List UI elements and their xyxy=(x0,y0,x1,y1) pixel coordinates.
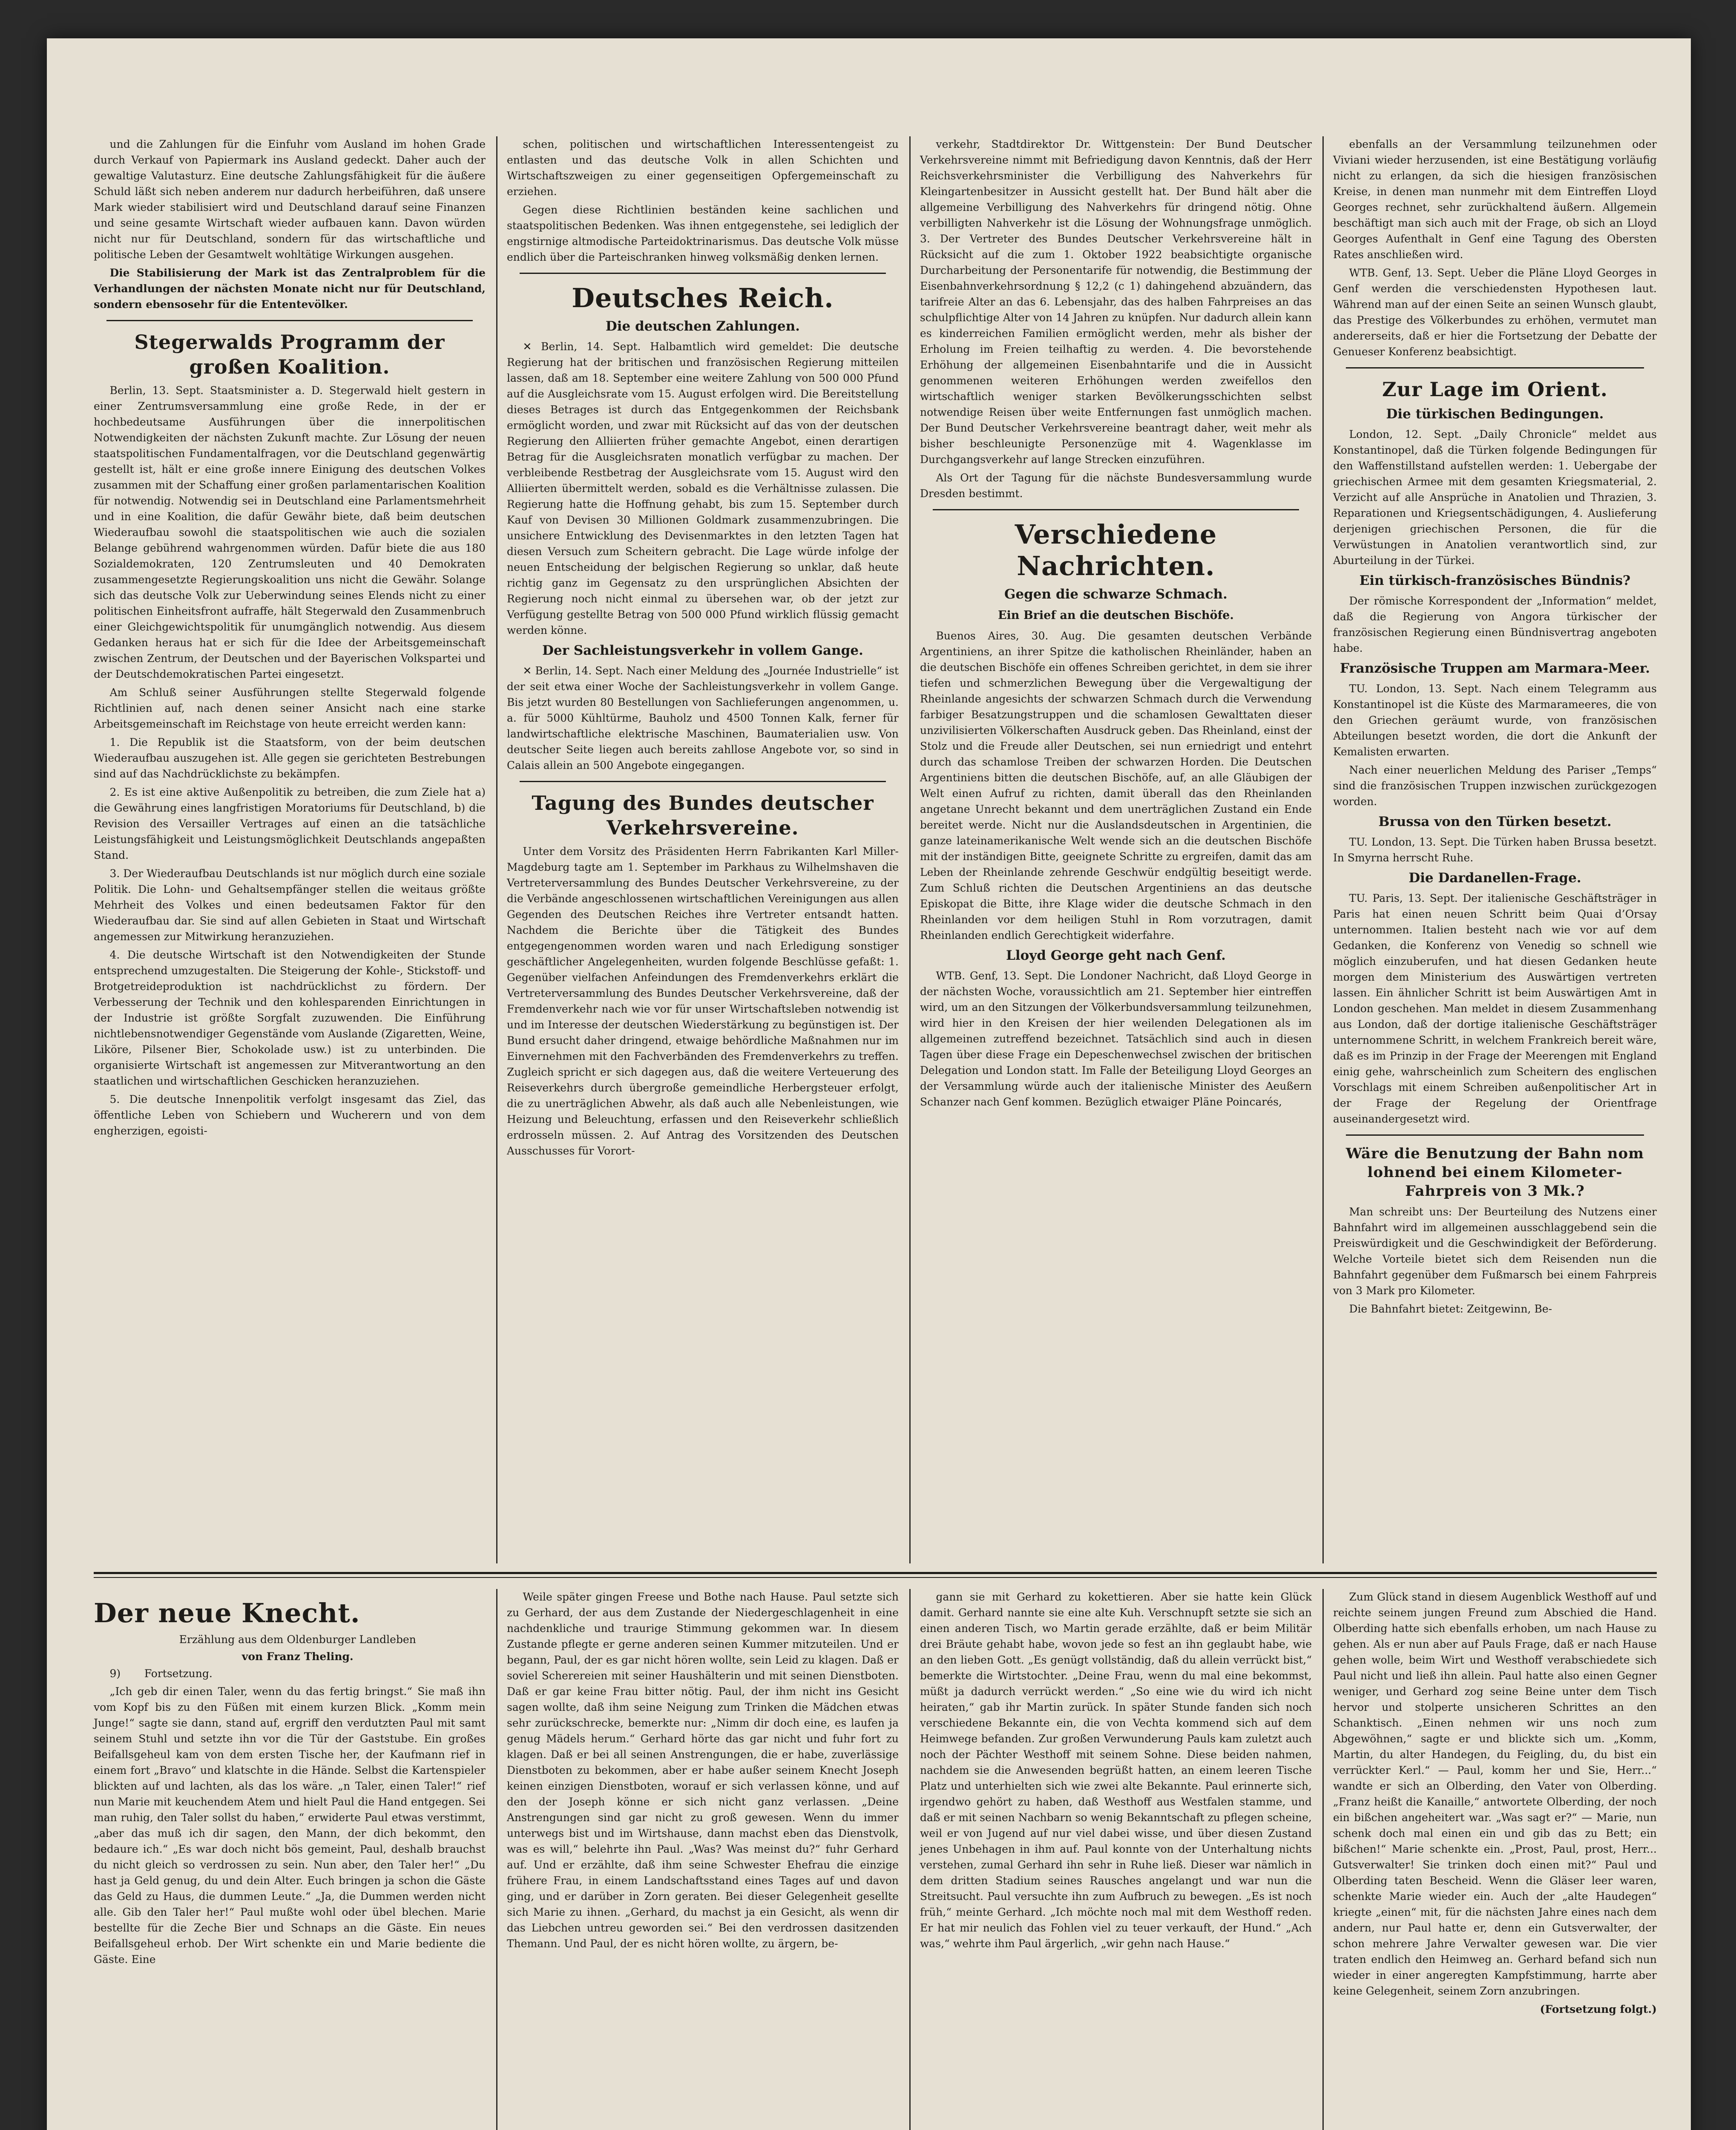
col2-p2: ✕ Berlin, 14. Sept. Nach einer Meldung des „Journée Industrielle“ ist der seit etwa einer Woche der Sachleistungsverkehr in vollem Gange. Bis jetzt wurden 80 Bestellungen von Sachlieferungen angenommen, u. a. für 5000 Kühltürme, Bauholz und 4500 Tonnen Kalk, ferner für landwirtschaftliche elektrische Maschinen, Baumaterialien usw. Von deutscher Seite liegen auch bereits zahllose Angebote vor, so sind in Calais allein an 500 Angebote eingegangen. xyxy=(507,665,899,771)
col2-p1: ✕ Berlin, 14. Sept. Halbamtlich wird gemeldet: Die deutsche Regierung hat der britischen und französischen Regierung mitteilen lassen, daß am 18. September eine weitere Zahlung von 500 000 Pfund auf die Ausgleichsrate vom 15. August erfolgen wird. Die Bereitstellung dieses Betrages ist durch das Entgegenkommen der Reichsbank ermöglicht worden, und zwar mit Rücksicht auf das von der deutschen Regierung den Alliierten früher gemachte Angebot, einen derartigen Betrag für die Ausgleichsraten monatlich verfügbar zu machen. Der verbleibende Restbetrag der Ausgleichsrate vom 15. August wird den Alliierten übermittelt werden, sobald es die Verhältnisse zulassen. Die Regierung hatte die Hoffnung gehabt, bis zum 15. September durch Kauf von Devisen 30 Millionen Goldmark zusammenzubringen. Die unsichere Entwicklung des Devisenmarktes in den letzten Tagen hat diesen Versuch zum Scheitern gebracht. Die Lage würde infolge der neuen Entscheidung der belgischen Regierung so unklar, daß heute richtig ganz im Gegensatz zu den ursprünglichen Absichten der Regierung noch nicht einmal zu übersehen war, ob der jetzt zur Verfügung gestellte Betrag von 500 000 Pfund wirklich flüssig gemacht werden könne. xyxy=(507,340,899,636)
serial-part: 9) xyxy=(109,1667,121,1680)
column-rule xyxy=(496,136,497,1563)
col1-p1: Berlin, 13. Sept. Staatsminister a. D. Stegerwald hielt gestern in einer Zentrumsversammlung eine große Rede, in der er hochbedeutsame Ausführungen über die innerpolitischen Notwendigkeiten der nächsten Zukunft machte. Zur Lösung der neuen staatspolitischen Fundamentalfragen, vor die Deutschland gegenwärtig gestellt ist, hält er eine große innere Einigung des deutschen Volkes zusammen mit der Schaffung einer großen parlamentarischen Koalition für notwendig. Notwendig sei in Deutschland eine Parlamentsmehrheit und in eine Koalition, die dafür Gewähr biete, daß beim deutschen Wiederaufbau sowohl die staatspolitischen wie auch die sozialen Belange gebührend wahrgenommen würden. Dafür biete die aus 180 Sozialdemokraten, 120 Zentrumsleuten und 40 Demokraten zusammengesetzte Regierungskoalition uns nicht die Gewähr. Solange sich das deutsche Volk zur Ueberwindung seines Elends nicht zu einer politischen Einheitsfront aufraffe, hält Stegerwald den Zusammenbruch einer Gleichgewichtspolitik für unumgänglich notwendig. Aus diesem Gedanken heraus hat er sich für die Idee der Arbeitsgemeinschaft zwischen Zentrum, der Deutschen und der Bayerischen Volkspartei und der Deutschdemokratischen Partei eingesetzt. xyxy=(94,384,486,680)
subhead-brussa: Brussa von den Türken besetzt. xyxy=(1378,814,1612,829)
col4-p2: Der römische Korrespondent der „Information“ meldet, daß die Regierung von Angora türkischer der französischen Regierung einen Bündnisvertrag angeboten habe. xyxy=(1333,595,1657,654)
subhead-marmara: Französische Truppen am Marmara-Meer. xyxy=(1339,661,1650,676)
column-rule xyxy=(496,1589,497,2130)
column-2 xyxy=(507,136,899,1161)
column-rule xyxy=(909,136,911,1563)
subhead-buendnis: Ein türkisch-französisches Bündnis? xyxy=(1359,573,1631,588)
serial-column-1 xyxy=(94,1589,486,1970)
headline-nachrichten: Verschiedene Nachrichten. xyxy=(1015,519,1217,581)
column-1 xyxy=(94,136,486,1141)
headline-stegerwald: Stegerwalds Programm der großen Koalition. xyxy=(134,331,445,378)
subhead-schmach: Gegen die schwarze Schmach. xyxy=(1004,587,1227,602)
col1-p4: 2. Es ist eine aktive Außenpolitik zu betreiben, die zum Ziele hat a) die Gewährung eines langfristigen Moratoriums für Deutschland, b) die Revision des Versailler Vertrages auf einen an die tatsächliche Leistungsfähigkeit und Leistungsmöglichkeit Deutschlands angepaßten Stand. xyxy=(94,786,486,861)
headline-deutsches-reich: Deutsches Reich. xyxy=(572,282,834,314)
column-rule xyxy=(909,1589,911,2130)
serial-col2: Weile später gingen Freese und Bothe nach Hause. Paul setzte sich zu Gerhard, der aus dem Zustande der Niedergeschlagenheit in eine nachdenkliche und traurige Stimmung gekommen war. In diesem Zustande pflegte er gerne anderen seinen Kummer mitzuteilen. Und er begann, Paul, der es gar nicht hören wollte, sein Leid zu klagen. Daß er soviel Scherereien mit seiner Haushälterin und mit seinen Dienstboten. Daß er gar keine Frau bitter nötig. Paul, der ihm nicht ins Gesicht sagen wollte, daß ihm seine Neigung zum Trinken die Mädchen etwas sehr zurückschrecke, bemerkte nur: „Nimm dir doch eine, es laufen ja genug Mädels herum.“ Gerhard hörte das gar nicht und fuhr fort zu klagen. Daß er bei all seinen Anstrengungen, die er habe, zuverlässige Dienstboten zu bekommen, aber er habe außer seinem Knecht Joseph keinen einzigen Dienstboten, worauf er sich verlassen könne, und auf den der Joseph könne er sich nicht ganz verlassen. „Deine Anstrengungen sind gar nicht zu groß gewesen. Wenn du immer unterwegs bist und im Wirtshause, dann machst eben das Dienstvolk, was es will,“ belehrte ihn Paul. „Was? Was meinst du?“ fuhr Gerhard auf. Und er erzählte, daß ihm seine Schwester Ehefrau die einzige frühere Frau, in einem Landschaftsstand eines Tages auf und davon ging, und er darüber in Zorn geraten. Bei dieser Gelegenheit gesellte sich Marie zu ihnen. „Gerhard, du machst ja ein Gesicht, als wenn dir das Liebchen untreu geworden sei.“ Bei den verdrossen dasitzenden Themann. Und Paul, der es nicht hören wollte, zu ärgern, be- xyxy=(507,1591,899,1950)
newspaper-page xyxy=(47,38,1691,2130)
subhead-lloyd-george: Lloyd George geht nach Genf. xyxy=(1006,948,1226,963)
serial-subtitle: Erzählung aus dem Oldenburger Landleben xyxy=(179,1633,416,1646)
serial-column-2 xyxy=(507,1589,899,1954)
serial-fortsetzung: (Fortsetzung folgt.) xyxy=(1540,2003,1657,2015)
col1-p7: 5. Die deutsche Innenpolitik verfolgt insgesamt das Ziel, das öffentliche Leben von Schiebern und Wucherern und von dem engherzigen, egoisti- xyxy=(94,1093,486,1137)
col1-p3: 1. Die Republik ist die Staatsform, von der beim deutschen Wiederaufbau auszugehen ist. Alle gegen sie gerichteten Bestrebungen sind auf das Nachdrücklichste zu bekämpfen. xyxy=(94,736,486,780)
subhead-zahlungen: Die deutschen Zahlungen. xyxy=(605,319,800,334)
col3-intro: verkehr, Stadtdirektor Dr. Wittgenstein: Der Bund Deutscher Verkehrsvereine nimmt mit Befriedigung davon Kenntnis, daß der Herr Reichsverkehrsminister die Verbilligung des Nahverkehrs für Kleingartenbesitzer in Aussicht gestellt hat. Der Bund hält aber die allgemeine Verbilligung des Nahverkehrs für dringend nötig. Ohne verbilligten Nahverkehr ist die Lösung der Wohnungsfrage unmöglich. 3. Der Vertreter des Bundes Deutscher Verkehrsvereine hält in Rücksicht auf die zum 1. Oktober 1922 beabsichtigte organische Durcharbeitung der Personentarife für notwendig, die Bestimmung der Eisenbahnverkehrsordnung § 12,2 (c 1) dahingehend abzuändern, das tarifreie Alter an das 6. Lebensjahr, das des halben Fahrpreises an das schulpflichtige Alter von 14 Jahren zu knüpfen. Nur dadurch allein kann es kinderreichen Familien ermöglicht werden, mehr als bisher der Erholung im Freien teilhaftig zu werden. 4. Die bevorstehende Erhöhung der allgemeinen Eisenbahntarife und die in Aussicht genommenen weiteren Erhöhungen werden zweifellos den wirtschaftlich weniger starken Bevölkerungsschichten selbst notwendige Reisen über weite Entfernungen fast unmöglich machen. Der Bund Deutscher Verkehrsvereine beantragt daher, weit mehr als bisher beschleunigte Personenzüge mit 4. Wagenklasse im Durchgangsverkehr auf lange Strecken einzuführen. xyxy=(920,138,1312,466)
subhead-dardanellen: Die Dardanellen-Frage. xyxy=(1408,870,1581,886)
section-rule xyxy=(94,1572,1657,1574)
col3-p1: Buenos Aires, 30. Aug. Die gesamten deutschen Verbände Argentiniens, an ihrer Spitze die katholischen Rheinländer, haben an die deutschen Bischöfe ein offenes Schreiben gerichtet, in dem sie ihrer tiefen und schmerzlichen Bewegung über die Vergewaltigung der Rheinlande angesichts der schwarzen Schmach durch die Verwendung farbiger Besatzungstruppen und die schamlosen Gewalttaten dieser unzivilisierten Völkerschaften Ausdruck geben. Das Rheinland, einst der Stolz und die Freude aller Deutschen, sei nun erniedrigt und entehrt durch das schamlose Treiben der schwarzen Horden. Die Deutschen Argentiniens bitten die deutschen Bischöfe, auf, an alle Gläubigen der Welt einen Aufruf zu richten, damit überall das den Rheinlanden angetane Unrecht bekannt und dem unerträglichen Zustand ein Ende bereitet werde. Nicht nur die Auslandsdeutschen in Argentinien, die ganze lateinamerikanische Welt wende sich an die deutschen Bischöfe mit der inständigen Bitte, geeignete Schritte zu ergreifen, damit das am Leben der Rheinlande zehrende Geschwür endgültig beseitigt werde. Zum Schluß richten die Deutschen Argentiniens an das deutsche Episkopat die Bitte, ihre Klage wider die deutsche Schmach in den Rheinlanden vor dem heiligen Stuhl in Rom vorzutragen, damit Rheinlanden endlich Gerechtigkeit widerfahre. xyxy=(920,630,1312,941)
divider xyxy=(1346,367,1644,368)
serial-col1: „Ich geb dir einen Taler, wenn du das fertig bringst.“ Sie maß ihn vom Kopf bis zu den Füßen mit einem kurzen Blick. „Komm mein Junge!“ sagte sie dann, stand auf, ergriff den verdutzten Paul mit samt seinem Stuhl und setzte ihn vor die Tür der Gaststube. Ein großes Beifallsgeheul kam von dem ersten Tische her, der Kaufmann rief in einem fort „Bravo“ und klatschte in die Hände. Selbst die Kartenspieler blickten auf und lachten, als das los wäre. „n Taler, einen Taler!“ rief nun Marie mit keuchendem Atem und hielt Paul die Hand entgegen. Sei man ruhig, den Taler sollst du haben,“ erwiderte Paul etwas verstimmt, „aber das muß ich dir sagen, den Mann, der dich bekommt, den bedaure ich.“ „Es war doch nicht bös gemeint, Paul, deshalb brauchst du nicht gleich so verdrossen zu sein. Nun aber, den Taler her!“ „Du hast ja Geld genug, du und dein Alter. Euch bringen ja schon die Gäste das Geld zu Haus, die dummen Leute.“ „Ja, die Dummen werden nicht alle. Gib den Taler her!“ Paul mußte wohl oder übel blechen. Marie bestellte für die Zeche Bier und Schnaps an die Gäste. Ein neues Beifallsgeheul erhob. Der Wirt schenkte ein und Marie bediente die Gäste. Eine xyxy=(94,1685,486,1966)
col4-p1: London, 12. Sept. „Daily Chronicle“ meldet aus Konstantinopel, daß die Türken folgende Bedingungen für den Waffenstillstand aufstellen werden: 1. Uebergabe der griechischen Armee mit dem gesamten Kriegsmaterial, 2. Verzicht auf alle Ansprüche in Anatolien und Thrazien, 3. Reparationen und Kriegsentschädigungen, 4. Auslieferung derjenigen griechischen Personen, die für die Verwüstungen in Anatolien verantwortlich sind, zur Aburteilung in der Türkei. xyxy=(1333,428,1657,567)
col1-intro: und die Zahlungen für die Einfuhr vom Ausland im hohen Grade durch Verkauf von Papiermark ins Ausland gedeckt. Daher auch der gewaltige Valutasturz. Eine deutsche Zahlungsfähigkeit für die äußere Schuld läßt sich neben anderem nur dadurch herbeiführen, daß unsere Mark wieder stabilisiert wird und Deutschland darauf seine Finanzen und seine gesamte Wirtschaft wieder aufbauen kann. Davon würden nicht nur für Deutschland, sondern für das wirtschaftliche und politische Leben der Gesamtwelt wohltätige Wirkungen ausgehen. xyxy=(94,138,486,261)
col3-p2: WTB. Genf, 13. Sept. Die Londoner Nachricht, daß Lloyd George in der nächsten Woche, voraussichtlich am 21. September hier eintreffen wird, um an den Sitzungen der Völkerbundsversammlung teilzunehmen, wird hier in den Kreisen der hier weilenden Delegationen als im allgemeinen zutreffend bezeichnet. Tatsächlich sind auch in diesen Tagen über diese Frage ein Depeschenwechsel zwischen der britischen Delegation und London statt. Im Falle der Beteiligung Lloyd Georges an der Versammlung würde auch der italienische Minister des Aeußern Schanzer nach Genf kommen. Bezüglich etwaiger Pläne Poincarés, xyxy=(920,970,1312,1108)
col2-intro: schen, politischen und wirtschaftlichen Interessentengeist zu entlasten und das deutsche Volk in allen Schichten und Wirtschaftszweigen zu einer gegenseitigen Opfergemeinschaft zu erziehen. xyxy=(507,138,899,198)
col4-p6: Man schreibt uns: Der Beurteilung des Nutzens einer Bahnfahrt wird im allgemeinen ausschlaggebend sein die Preiswürdigkeit und die Geschwindigkeit der Beförderung. Welche Vorteile bietet sich dem Reisenden nun die Bahnfahrt gegenüber dem Fußmarsch bei einem Fahrpreis von 3 Mark pro Kilometer. xyxy=(1333,1206,1657,1297)
serial-col4: Zum Glück stand in diesem Augenblick Westhoff auf und reichte seinem jungen Freund zum Abschied die Hand. Olberding hatte sich ebenfalls erhoben, um nach Hause zu gehen. Als er nun aber auf Pauls Frage, daß er nach Hause gehen wolle, beim Wirt und Westhoff verabschiedete sich Paul nicht und ließ ihn allein. Paul hatte also einen Gegner weniger, und Gerhard zog seine Beine unter dem Tisch hervor und stolperte unsicheren Schrittes an den Schanktisch. „Einen nehmen wir uns noch zum Abgewöhnen,“ sagte er und blickte sich um. „Komm, Martin, du alter Handegen, du Feigling, du, du bist ein verrückter Kerl.“ — Paul, komm her und Sie, Herr...“ wandte er sich an Olberding, den Vater von Olberding. „Franz heißt die Kanaille,“ antwortete Olberding, der noch ein bißchen angeheitert war. „Was sagt er?“ — Marie, nun schenk doch mal einen ein und gib das zu Bett; ein bißchen!“ Marie schenkte ein. „Prost, Paul, prost, Herr... Gutsverwalter! Sie trinken doch einen mit?“ Paul und Olberding taten Bescheid. Wenn die Gläser leer waren, schenkte Marie wieder ein. Auch der „alte Haudegen“ kriegte „einen“ mit, für die nächsten Jahre eines nach dem andern, nur Paul hatte er, denn ein Gutsverwalter, der schon mehrere Jahre Verwalter gewesen war. Die vier traten endlich den Heimweg an. Gerhard befand sich nun wieder in einer angeregten Kampfstimmung, harrte aber keine Gelegenheit, seinem Zorn anzubringen. xyxy=(1333,1591,1657,1997)
subhead-brief: Ein Brief an die deutschen Bischöfe. xyxy=(998,609,1234,622)
serial-continuation: Fortsetzung. xyxy=(144,1667,213,1680)
serial-author: von Franz Theling. xyxy=(241,1650,354,1663)
column-rule xyxy=(1322,1589,1324,2130)
divider xyxy=(520,781,886,782)
serial-column-4 xyxy=(1333,1589,1657,2017)
serial-col3: gann sie mit Gerhard zu kokettieren. Aber sie hatte kein Glück damit. Gerhard nannte sie eine alte Kuh. Verschnupft setzte sie sich an einen anderen Tisch, wo Martin gerade erzählte, daß er beim Militär drei Bräute gehabt habe, wovon jede so fest an ihn geglaubt habe, wie an den lieben Gott. „Es genügt vollständig, daß du allein verrückt bist,“ bemerkte die Wirtstochter. „Deine Frau, wenn du mal eine bekommst, müßt ja dadurch verrückt werden.“ „So eine wie du wird ich nicht heiraten,“ gab ihr Martin zurück. In später Stunde fanden sich noch verschiedene Bekannte ein, die von Vechta kommend sich auf dem Heimwege befanden. Zur großen Verwunderung Pauls kam zuletzt auch noch der Pächter Westhoff mit seinem Sohne. Diese beiden nahmen, nachdem sie die Anwesenden begrüßt hatten, an einem leeren Tische Platz und unterhielten sich wie zwei alte Bekannte. Paul erinnerte sich, irgendwo gehört zu haben, daß Westhoff aus Westfalen stamme, und daß er mit seinen Nachbarn so wenig Bekanntschaft zu pflegen scheine, weil er von Jugend auf nur viel dabei wisse, und über diesen Zustand jenes Unbehagen in ihm auf. Paul konnte von der Unterhaltung nichts verstehen, zumal Gerhard ihn sehr in Ruhe ließ. Dieser war nämlich in dem dritten Stadium seines Rausches angelangt und war nun die Streitsucht. Paul versuchte ihn zum Aufbruch zu bewegen. „Es ist noch früh,“ meinte Gerhard. „Ich möchte noch mal mit dem Westhoff reden. Er hat mir neulich das Fohlen viel zu teuer verkauft, der Hund.“ „Ach was,“ wehrte ihm Paul ärgerlich, „wir gehn nach Hause.“ xyxy=(920,1591,1312,1950)
column-4 xyxy=(1333,136,1657,1319)
col1-p2: Am Schluß seiner Ausführungen stellte Stegerwald folgende Richtlinien auf, nach denen seiner Ansicht nach eine starke Arbeitsgemeinschaft im Reichstage von heute erreicht werden kann: xyxy=(94,686,486,730)
col4-p3b: Nach einer neuerlichen Meldung des Pariser „Temps“ sind die französischen Truppen inzwischen zurückgezogen worden. xyxy=(1333,764,1657,808)
col2-p3: Unter dem Vorsitz des Präsidenten Herrn Fabrikanten Karl Miller-Magdeburg tagte am 1. September im Parkhaus zu Wilhelmshaven die Vertreterversammlung des Bundes Deutscher Verkehrsvereine, zu der die Verbände angeschlossenen wirtschaftlichen Vereinigungen aus allen Gegenden des Deutschen Reiches ihre Vertreter entsandt hatten. Nachdem die Berichte über die Tätigkeit des Bundes entgegengenommen worden waren und nach Erledigung sonstiger geschäftlicher Angelegenheiten, wurden folgende Beschlüsse gefaßt: 1. Gegenüber vielfachen Anfeindungen des Fremdenverkehrs erklärt die Vertreterversammlung des Bundes Deutscher Verkehrsvereine, daß der Fremdenverkehr nach wie vor für unser Wirtschaftsleben notwendig ist und im Interesse der deutschen Wiederstärkung zu begünstigen ist. Der Bund ersucht daher dringend, etwaige behördliche Maßnahmen nur im Einvernehmen mit den Fachverbänden des Fremdenverkehrs zu treffen. Zugleich spricht er sich dagegen aus, daß die weitere Verteuerung des Reiseverkehrs durch übergroße gemeindliche Herbergsteuer erfolgt, die zu unerträglichen Abwehr, als daß auch alle Nebenleistungen, wie Heizung und Beleuchtung, erfassen und den Reiseverkehr schließlich erdrosseln müssen. 2. Auf Antrag des Vorsitzenden des Deutschen Ausschusses für Vorort- xyxy=(507,845,899,1157)
divider xyxy=(1346,1134,1644,1136)
col4-intro: ebenfalls an der Versammlung teilzunehmen oder Viviani wieder herzusenden, ist eine Bestätigung vorläufig nicht zu erlangen, da sich die hiesigen französischen Kreise, in denen man nunmehr mit dem Eintreffen Lloyd Georges rechnet, sehr zurückhaltend äußern. Allgemein beschäftigt man sich auch mit der Frage, ob sich an Lloyd Georges Aufenthalt in Genf eine Tagung des Obersten Rates anschließen wird. xyxy=(1333,138,1657,261)
col4-p4: TU. London, 13. Sept. Die Türken haben Brussa besetzt. In Smyrna herrscht Ruhe. xyxy=(1333,836,1657,864)
col1-p6: 4. Die deutsche Wirtschaft ist den Notwendigkeiten der Stunde entsprechend umzugestalten. Die Steigerung der Kohle-, Stickstoff- und Brotgetreideproduktion ist nachdrücklichst zu fördern. Der Verbesserung der Technik und den kohlesparenden Einrichtungen in der Industrie ist größte Sorgfalt zuzuwenden. Die Einführung nichtlebensnotwendiger Gegenstände vom Auslande (Zigaretten, Weine, Liköre, Pilsener Bier, Schokolade usw.) ist zu unterbinden. Die organisierte Wirtschaft ist angemessen zur Mitverantwortung an den staatlichen und wirtschaftlichen Geschicken heranzuziehen. xyxy=(94,949,486,1087)
col4-p3: TU. London, 13. Sept. Nach einem Telegramm aus Konstantinopel ist die Küste des Marmarameeres, die von den Griechen geräumt wurde, von französischen Abteilungen besetzt worden, die dort die Ankunft der Kemalisten erwarten. xyxy=(1333,682,1657,758)
col1-intro2: Die Stabilisierung der Mark ist das Zentralproblem für die Verhandlungen der nächsten Monate nicht nur für Deutschland, sondern ebensosehr für die Ententevölker. xyxy=(94,267,486,311)
col3-intro2: Als Ort der Tagung für die nächste Bundesversammlung wurde Dresden bestimmt. xyxy=(920,472,1312,500)
col4-p7: Die Bahnfahrt bietet: Zeitgewinn, Be- xyxy=(1349,1303,1552,1315)
divider xyxy=(933,509,1299,510)
subhead-bedingungen: Die türkischen Bedingungen. xyxy=(1386,406,1604,422)
subhead-sachleistung: Der Sachleistungsverkehr in vollem Gange. xyxy=(542,643,863,658)
column-3 xyxy=(920,136,1312,1112)
col4-intro2: WTB. Genf, 13. Sept. Ueber die Pläne Lloyd Georges in Genf werden die verschiedensten Hypothesen laut. Während man auf der einen Seite an seinen Wunsch glaubt, das Prestige des Völkerbundes zu erhöhen, vermutet man andererseits, daß er hier die Fortsetzung der Debatte der Genueser Konferenz beabsichtigt. xyxy=(1333,267,1657,358)
serial-column-3 xyxy=(920,1589,1312,1954)
col2-intro2: Gegen diese Richtlinien beständen keine sachlichen und staatspolitischen Bedenken. Was ihnen entgegenstehe, sei lediglich der engstirnige altmodische Parteidoktrinarismus. Das deutsche Volk müsse endlich über die Parteischranken hinweg volksmäßig denken lernen. xyxy=(507,204,899,263)
col1-p5: 3. Der Wiederaufbau Deutschlands ist nur möglich durch eine soziale Politik. Die Lohn- und Gehaltsempfänger stellen die weitaus größte Mehrheit des Volkes und einen bedeutsamen Faktor für den Wiederaufbau dar. Sie sind auf allen Gebieten in Staat und Wirtschaft angemessen zur Mitwirkung heranzuziehen. xyxy=(94,867,486,943)
column-rule xyxy=(1322,136,1324,1563)
serial-title: Der neue Knecht. xyxy=(94,1598,360,1629)
col4-p5: TU. Paris, 13. Sept. Der italienische Geschäftsträger in Paris hat einen neuen Schritt beim Quai d’Orsay unternommen. Italien besteht nach wie vor auf dem Gedanken, die Konferenz von Venedig so schnell wie möglich einzuberufen, und hat diesen Gedanken heute morgen dem Ministerium des Auswärtigen vertreten lassen. Ein ähnlicher Schritt ist beim Auswärtigen Amt in London geschehen. Man meldet in diesem Zusammenhang aus London, daß der dortige italienische Geschäftsträger unternommene Schritt, in welchem Frankreich bereit wäre, daß es im Prinzip in der Frage der Meerengen mit England einig gehe, wahrscheinlich zum Scheitern des englischen Vorschlags mit einem Schreiben außenpolitischer Art in der Frage der Regelung der Orientfrage auseinandergesetzt wird. xyxy=(1333,892,1657,1125)
section-rule xyxy=(94,1577,1657,1578)
headline-verkehrsvereine: Tagung des Bundes deutscher Verkehrsvereine. xyxy=(532,792,874,839)
headline-bahn: Wäre die Benutzung der Bahn nom lohnend bei einem Kilometer-Fahrpreis von 3 Mk.? xyxy=(1345,1145,1644,1200)
divider xyxy=(520,273,886,274)
divider xyxy=(106,320,473,321)
headline-orient: Zur Lage im Orient. xyxy=(1382,378,1608,401)
